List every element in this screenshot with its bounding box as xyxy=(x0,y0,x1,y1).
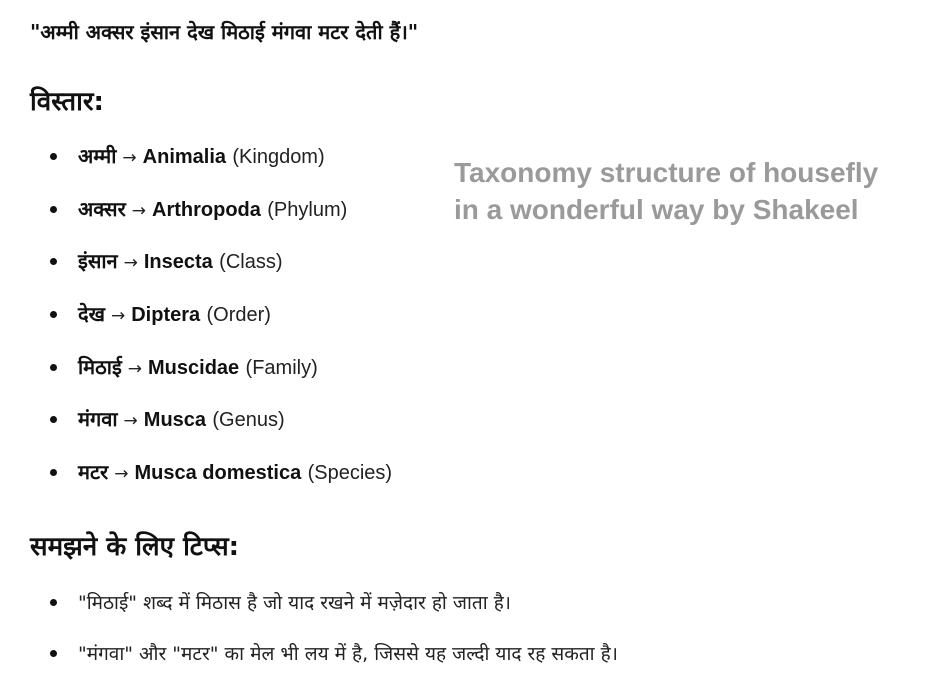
list-item xyxy=(0,140,392,193)
taxon-name: Arthropoda xyxy=(152,198,261,221)
tips-heading: समझने के लिए टिप्स: xyxy=(30,532,240,562)
list-item xyxy=(0,403,392,456)
tips-list xyxy=(0,586,618,688)
detail-heading: विस्तार: xyxy=(30,87,104,117)
arrow-icon: → xyxy=(114,464,129,485)
hindi-word: देख xyxy=(78,302,105,327)
taxon-rank: (Species) xyxy=(307,462,393,485)
mnemonic-sentence: "अम्मी अक्सर इंसान देख मिठाई मंगवा मटर देती हैं।" xyxy=(30,20,419,44)
taxon-rank: (Phylum) xyxy=(267,198,348,221)
hindi-word: मटर xyxy=(78,460,109,485)
arrow-icon: → xyxy=(123,411,138,432)
taxon-name: Muscidae xyxy=(148,356,240,379)
taxon-name: Diptera xyxy=(131,304,201,327)
taxonomy-list xyxy=(0,140,392,509)
arrow-icon: → xyxy=(122,148,137,168)
taxon-name: Animalia xyxy=(142,146,227,168)
taxon-rank: (Family) xyxy=(245,356,318,379)
arrow-icon: → xyxy=(110,306,126,327)
list-item xyxy=(0,245,392,298)
arrow-icon: → xyxy=(123,253,138,274)
tip-text: "मिठाई" शब्द में मिठास है जो याद रखने में मज़ेदार हो जाता है। xyxy=(78,592,511,614)
list-item xyxy=(0,298,392,351)
hindi-word: मिठाई xyxy=(78,354,122,379)
list-item xyxy=(0,193,392,246)
tip-text: "मंगवा" और "मटर" का मेल भी लय में है, जिससे यह जल्दी याद रह सकता है। xyxy=(78,643,618,665)
taxon-rank: (Genus) xyxy=(212,409,285,432)
taxon-name: Insecta xyxy=(143,251,213,274)
watermark-caption: Taxonomy structure of housefly in a wonderful way by Shakeel xyxy=(454,157,879,225)
taxon-name: Musca domestica xyxy=(134,462,302,485)
list-item xyxy=(0,637,618,688)
taxon-rank: (Order) xyxy=(206,304,271,327)
list-item xyxy=(0,351,392,404)
list-item xyxy=(0,586,618,637)
hindi-word: इंसान xyxy=(78,249,118,274)
arrow-icon: → xyxy=(131,200,147,221)
list-item xyxy=(0,456,392,509)
hindi-word: अम्मी xyxy=(78,144,117,168)
taxon-rank: (Kingdom) xyxy=(232,146,325,168)
hindi-word: मंगवा xyxy=(78,407,118,432)
taxon-name: Musca xyxy=(143,409,207,432)
hindi-word: अक्सर xyxy=(78,196,126,221)
taxon-rank: (Class) xyxy=(219,251,283,274)
arrow-icon: → xyxy=(127,358,143,379)
